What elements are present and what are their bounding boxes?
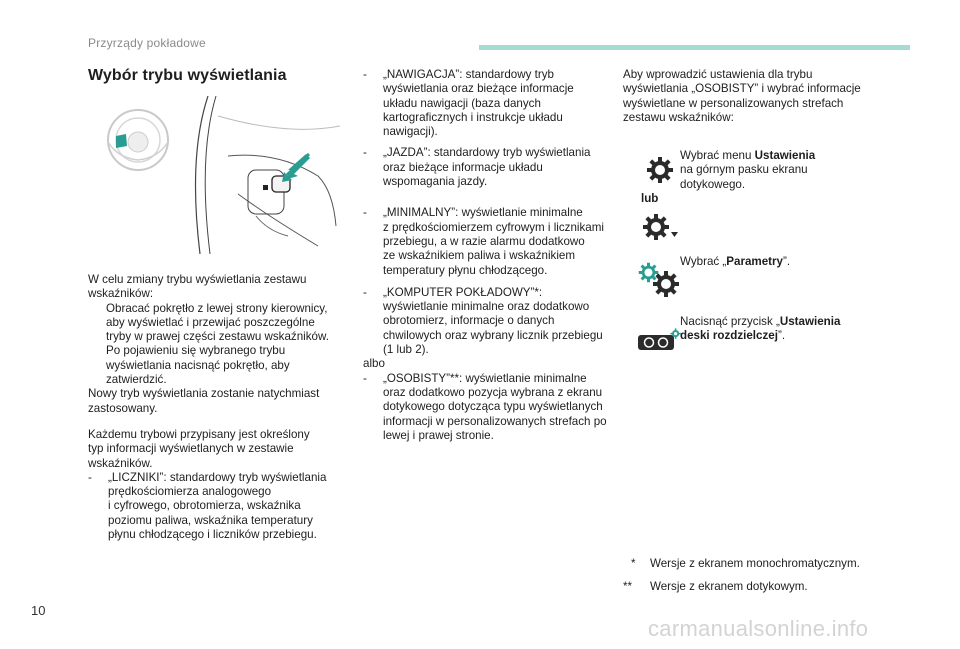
header-accent-bar: [479, 45, 910, 50]
item-line: wyświetlanie minimalne oraz dodatkowo: [383, 300, 590, 314]
item-line: oraz bieżące informacje układu: [383, 160, 543, 174]
item-line: przebiegu, a w razie alarmu dodatkowo: [383, 234, 585, 248]
dash-item-komputer: [363, 286, 618, 357]
step-text: ”.: [783, 255, 791, 268]
step-bold: Ustawienia: [754, 149, 816, 162]
item-line: „JAZDA”: standardowy tryb wyświetlania: [383, 146, 591, 160]
item-line: „LICZNIKI”: standardowy tryb wyświetlania: [108, 470, 327, 484]
footnote-mark: **: [623, 580, 633, 593]
item-line: poziomu paliwa, wskaźnika temperatury: [108, 513, 313, 527]
step-text: Nacisnąć przycisk „: [680, 315, 780, 328]
dash-item-osobisty: [363, 372, 618, 443]
item-line: „OSOBISTY”**: wyświetlanie minimalne: [383, 371, 587, 385]
albo-text: albo: [363, 357, 385, 371]
step-1: [680, 149, 890, 192]
dash-marker: -: [363, 206, 367, 220]
dash-marker: -: [363, 371, 367, 385]
item-line: temperatury płynu chłodzącego.: [383, 263, 548, 277]
p2-line: wskaźników.: [88, 456, 153, 470]
item-line: płynu chłodzącego i liczników przebiegu.: [108, 528, 317, 542]
intro-line: zestawu wskaźników:: [623, 110, 734, 124]
item-line: kartograficznych i instrukcje układu: [383, 110, 563, 124]
dash-item-minimalny: [363, 206, 618, 277]
bullet-1: [88, 302, 338, 345]
header-section-title: Przyrządy pokładowe: [88, 36, 206, 50]
steering-wheel-illustration: [88, 96, 340, 254]
step-bold: Parametry: [726, 255, 783, 268]
item-line: obrotomierz, informacje o danych: [383, 314, 555, 328]
lub-label: lub: [641, 192, 659, 205]
item-line: lewej i prawej stronie.: [383, 428, 494, 442]
item-line: i cyfrowego, obrotomierza, wskaźnika: [108, 499, 301, 513]
item-line: wspomagania jazdy.: [383, 175, 488, 189]
footnote-text: Wersje z ekranem dotykowym.: [650, 580, 808, 593]
item-line: prędkościomierza analogowego: [108, 485, 272, 499]
bullet-1-line: Obracać pokrętło z lewej strony kierownicy,: [106, 301, 328, 315]
item-line: informacji w personalizowanych strefach po: [383, 414, 607, 428]
item-line: oraz dodatkowo pozycja wybrana z ekranu: [383, 385, 603, 399]
bullet-2-line: wyświetlania nacisnąć pokrętło, aby: [106, 358, 290, 372]
footnote-mark: *: [631, 557, 636, 570]
dash-marker: -: [363, 68, 367, 81]
bullet-1-line: tryby w prawej części zestawu wskaźników.: [106, 330, 329, 344]
item-line: dotykowego dotycząca typu wyświetlanych: [383, 400, 603, 414]
step-text: Wybrać „: [680, 255, 727, 268]
step-3: [680, 315, 890, 344]
item-line: chwilowych oraz wybrany licznik przebiegu: [383, 328, 603, 342]
bullet-1-line: aby wyświetlać i przewijać poszczególne: [106, 315, 315, 329]
step-bold: deski rozdzielczej: [680, 329, 778, 343]
dash-marker: -: [363, 285, 367, 299]
bullet-2-line: zatwierdzić.: [106, 373, 167, 387]
step-text: ”.: [777, 329, 786, 343]
item-line: ze wskaźnikiem paliwa i wskaźnikiem: [383, 249, 575, 263]
page-title: Wybór trybu wyświetlania: [88, 67, 287, 84]
step-line: dotykowego.: [680, 177, 746, 191]
footnote-text: Wersje z ekranem monochromatycznym.: [650, 557, 860, 570]
item-line: „MINIMALNY”: wyświetlanie minimalne: [383, 206, 583, 220]
dash-item-liczniki: [88, 471, 338, 542]
p2-line: typ informacji wyświetlanych w zestawie: [88, 442, 294, 456]
dash-item-jazda: [363, 146, 618, 189]
dashboard-settings-icon: [637, 328, 683, 352]
inset-wheel-icon: [108, 110, 168, 170]
gear-icon: [646, 156, 674, 184]
page-number: 10: [31, 603, 46, 618]
intro-line: wyświetlane w personalizowanych strefach: [623, 96, 844, 110]
column-3-intro: [623, 68, 913, 125]
dash-marker: -: [363, 146, 367, 160]
gear-dropdown-icon: [640, 212, 680, 242]
item-line: układu nawigacji (baza danych: [383, 96, 541, 110]
intro-line: Aby wprowadzić ustawienia dla trybu: [623, 68, 813, 81]
step-text: Wybrać menu: [680, 149, 755, 162]
dash-item-nawigacja: [363, 68, 618, 139]
intro-text: W celu zmiany trybu wyświetlania zestawu wskaźników:: [88, 273, 307, 301]
step-line: na górnym pasku ekranu: [680, 163, 808, 177]
p2-line: Każdemu trybowi przypisany jest określony: [88, 427, 310, 441]
item-line: wyświetlania oraz bieżące informacje: [383, 82, 574, 96]
outro-line: Nowy tryb wyświetlania zostanie natychmiast: [88, 387, 320, 401]
item-line: „NAWIGACJA”: standardowy tryb: [383, 68, 554, 81]
item-line: nawigacji).: [383, 125, 438, 139]
item-line: „KOMPUTER POKŁADOWY”*:: [383, 285, 543, 299]
dash-marker: -: [88, 470, 92, 484]
item-line: z prędkościomierzem cyfrowym i licznikami: [383, 220, 604, 234]
item-line: (1 lub 2).: [383, 343, 429, 357]
outro-line: zastosowany.: [88, 401, 158, 415]
watermark: carmanualsonline.info: [648, 616, 869, 641]
step-bold: Ustawienia: [779, 315, 841, 328]
step-2: [680, 255, 890, 269]
bullet-2-line: Po pojawieniu się wybranego trybu: [106, 344, 286, 358]
bullet-2: [88, 344, 338, 387]
intro-line: wyświetlania „OSOBISTY” i wybrać informacje: [623, 82, 861, 96]
column-1: [88, 273, 338, 542]
double-gear-icon: [638, 262, 682, 298]
column-2: [363, 68, 618, 443]
